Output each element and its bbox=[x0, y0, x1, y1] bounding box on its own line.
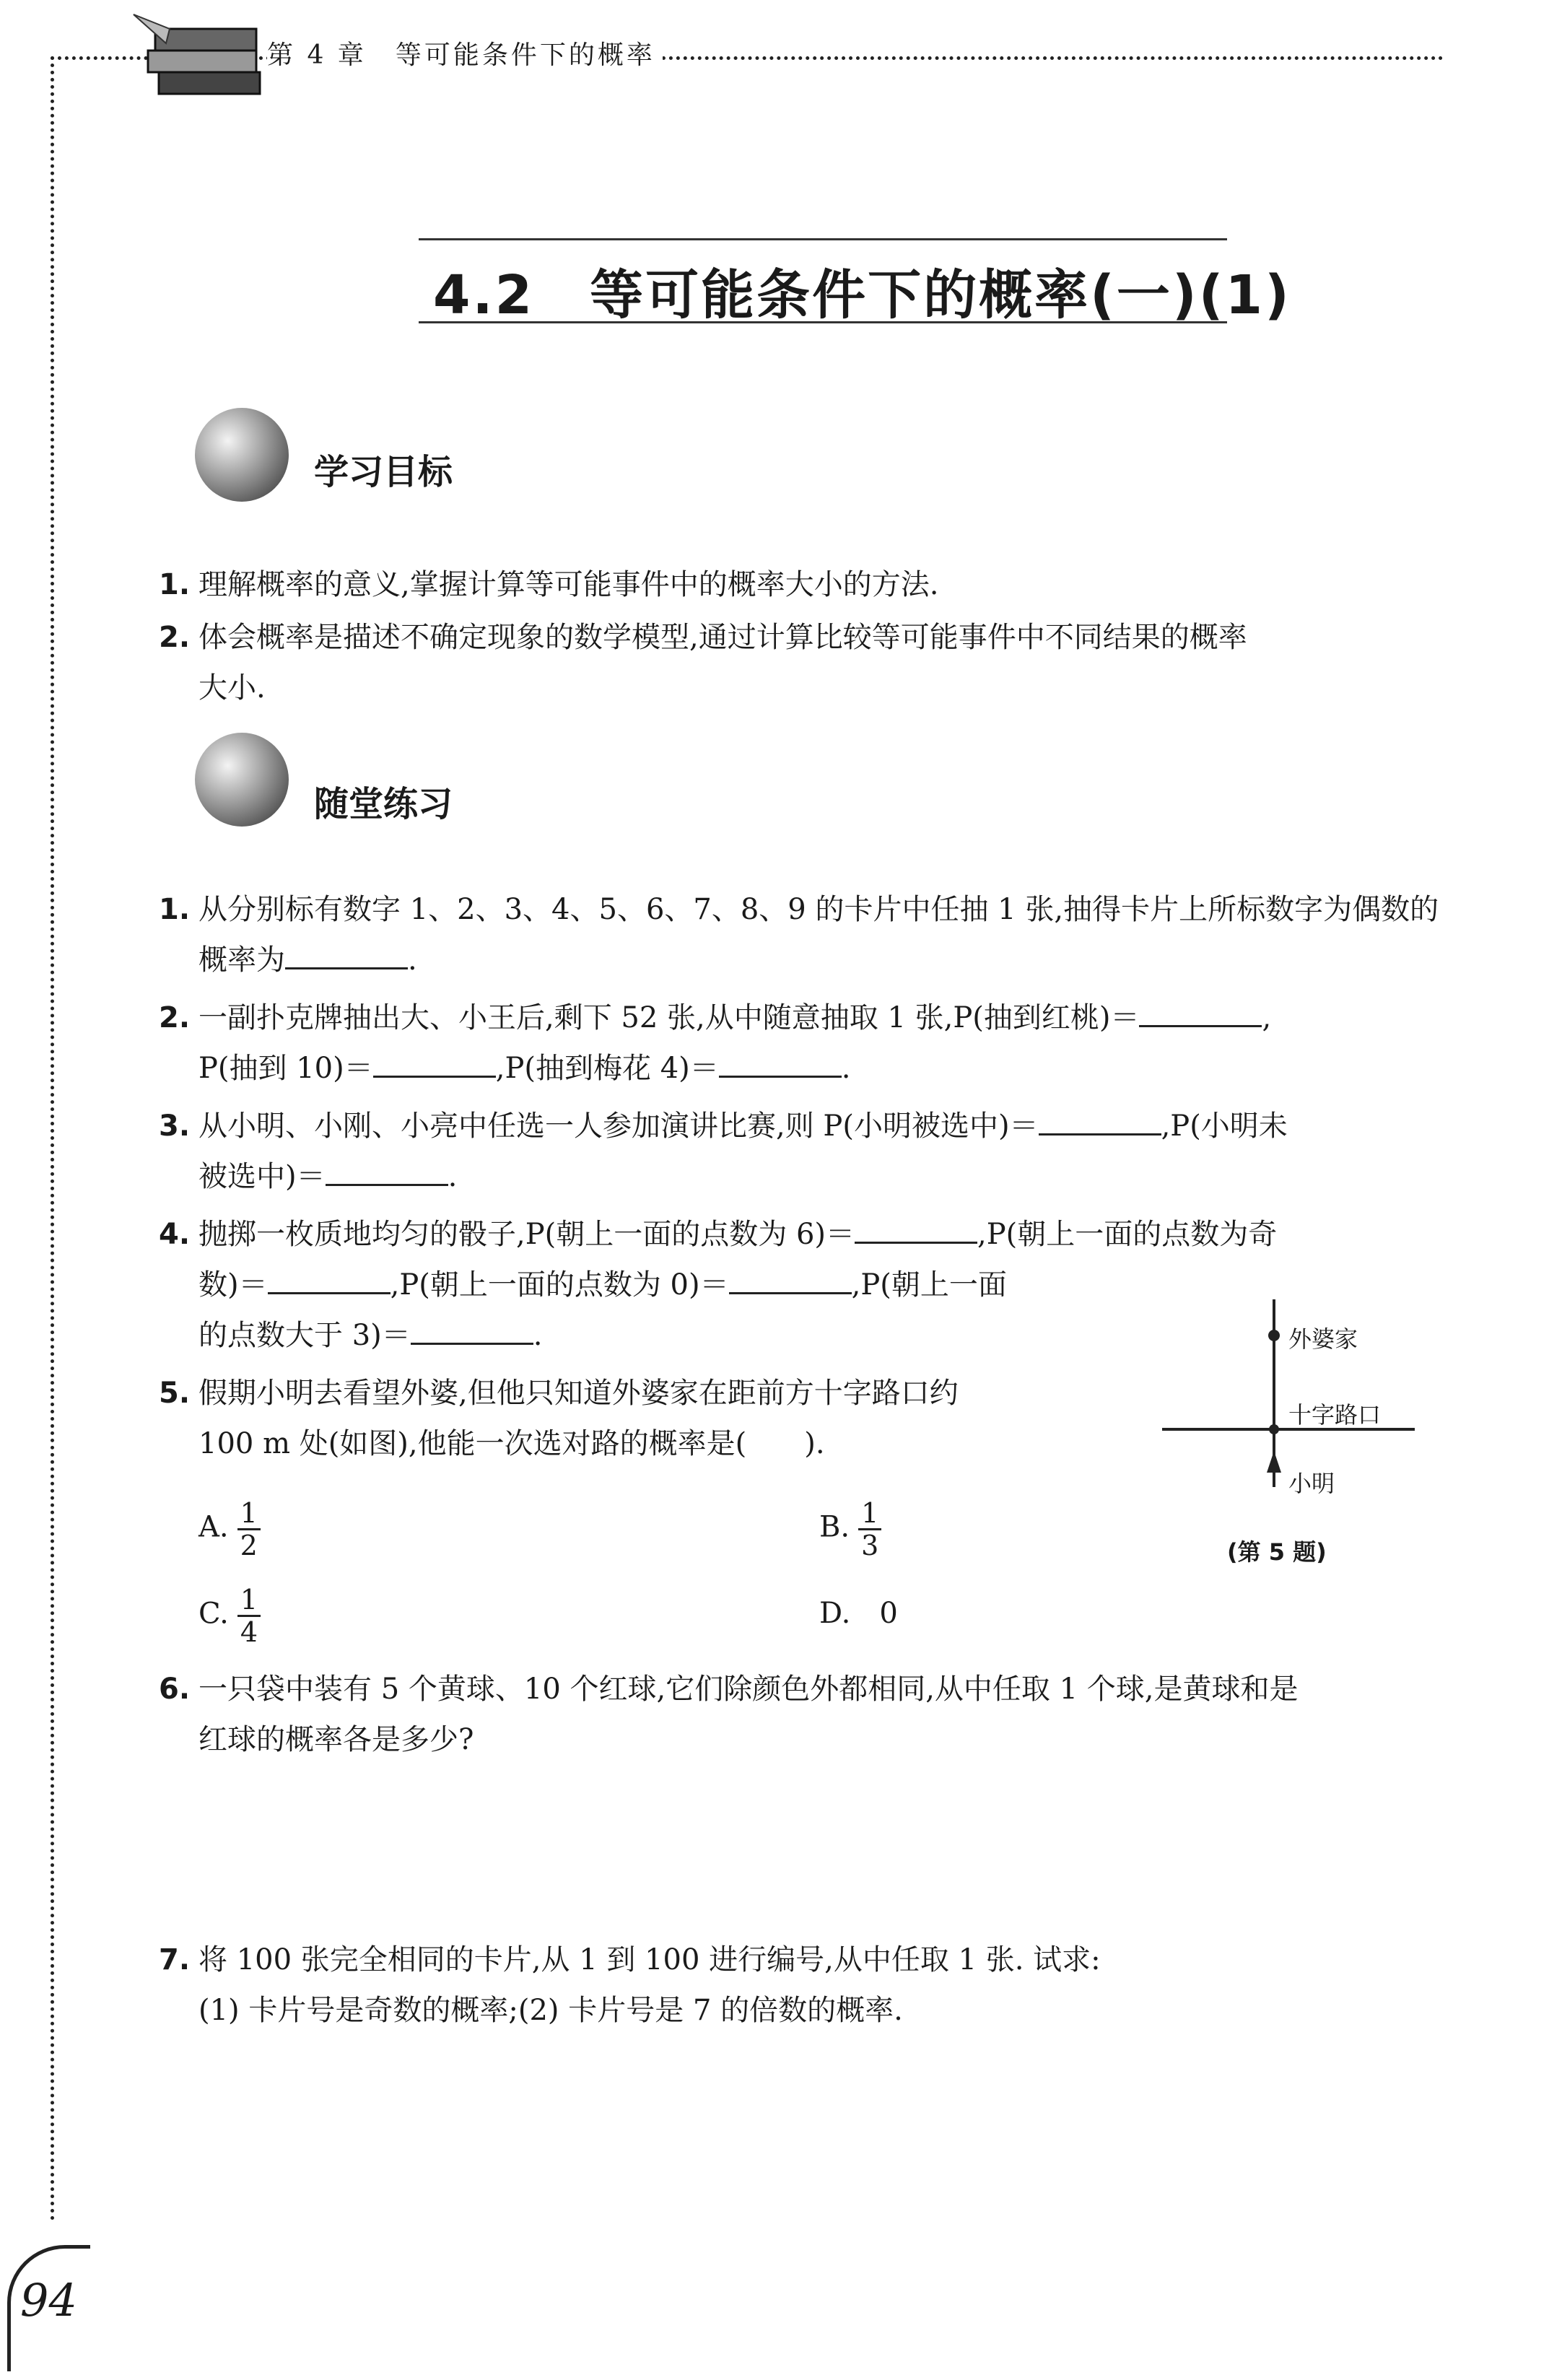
answer-blank[interactable] bbox=[719, 1051, 842, 1078]
objective-2: 2. 体会概率是描述不确定现象的数学模型,通过计算比较等可能事件中不同结果的概率 大小. bbox=[159, 621, 1247, 705]
answer-blank[interactable] bbox=[729, 1268, 852, 1294]
option-c[interactable]: C. $\frac{1}{4}$ bbox=[198, 1585, 632, 1647]
margin-rule bbox=[51, 56, 54, 2222]
option-d[interactable]: D. 0 bbox=[819, 1597, 898, 1630]
figure-caption: (第 5 题) bbox=[1227, 1538, 1327, 1566]
option-a[interactable]: A. $\frac{1}{2}$ bbox=[198, 1498, 632, 1561]
question-3: 3. 从小明、小刚、小亮中任选一人参加演讲比赛,则 P(小明被选中)＝ ,P(小明未 被选中)＝ . bbox=[159, 1110, 1288, 1193]
question-2: 2. 一副扑克牌抽出大、小王后,剩下 52 张,从中随意抽取 1 张,P(抽到红桃)＝ , P(抽到 10)＝ ,P(抽到梅花 4)＝ . bbox=[159, 1001, 1272, 1085]
figure-label-xiaoming: 小明 bbox=[1288, 1470, 1335, 1497]
books-icon bbox=[126, 0, 271, 108]
answer-blank[interactable] bbox=[268, 1268, 390, 1294]
globe-icon bbox=[195, 408, 289, 502]
answer-blank[interactable] bbox=[285, 943, 408, 969]
title-rule-bottom bbox=[419, 321, 1227, 323]
figure-label-grandma-home: 外婆家 bbox=[1288, 1325, 1358, 1353]
question-5: 5. 假期小明去看望外婆,但他只知道外婆家在距前方十字路口约 100 m 处(如图),他能一次选对路的概率是( ). bbox=[159, 1377, 959, 1460]
figure-label-crossroad: 十字路口 bbox=[1288, 1401, 1382, 1429]
page-title: 4.2 等可能条件下的概率(一)(1) bbox=[433, 264, 1291, 326]
question-1: 1. 从分别标有数字 1、2、3、4、5、6、7、8、9 的卡片中任抽 1 张,抽得卡片上所标数字为偶数的 概率为 . bbox=[159, 893, 1439, 977]
question-4: 4. 抛掷一枚质地均匀的骰子,P(朝上一面的点数为 6)＝ ,P(朝上一面的点数为奇 数)＝ ,P(朝上一面的点数为 0)＝ ,P(朝上一面 的点数大于 3)＝ . bbox=[159, 1218, 1278, 1352]
section-title-practice: 随堂练习 bbox=[314, 784, 453, 824]
chapter-number: 第 4 章 bbox=[267, 40, 367, 70]
answer-blank[interactable] bbox=[326, 1159, 448, 1186]
chapter-title: 等可能条件下的概率 bbox=[395, 40, 655, 70]
answer-blank[interactable] bbox=[855, 1217, 977, 1244]
option-b[interactable]: B. $\frac{1}{3}$ bbox=[819, 1498, 1180, 1561]
fraction: $\frac{1}{2}$ bbox=[237, 1498, 261, 1561]
fraction: $\frac{1}{3}$ bbox=[858, 1498, 881, 1561]
answer-blank[interactable] bbox=[1139, 1001, 1262, 1027]
answer-blank[interactable] bbox=[411, 1318, 533, 1345]
objective-1: 1. 理解概率的意义,掌握计算等可能事件中的概率大小的方法. bbox=[159, 568, 939, 601]
section-title-objectives: 学习目标 bbox=[314, 452, 453, 492]
question-7: 7. 将 100 张完全相同的卡片,从 1 到 100 进行编号,从中任取 1 张. 试求: (1) 卡片号是奇数的概率;(2) 卡片号是 7 的倍数的概率. bbox=[159, 1943, 1101, 2027]
running-header bbox=[267, 35, 663, 71]
fraction: $\frac{1}{4}$ bbox=[237, 1585, 261, 1647]
globe-icon bbox=[195, 733, 289, 827]
answer-blank[interactable] bbox=[373, 1051, 496, 1078]
title-rule-top bbox=[419, 238, 1227, 240]
answer-blank[interactable] bbox=[1039, 1109, 1161, 1135]
page-number: 94 bbox=[20, 2274, 77, 2327]
question-6: 6. 一只袋中装有 5 个黄球、10 个红球,它们除颜色外都相同,从中任取 1 个球,是黄球和是 红球的概率各是多少? bbox=[159, 1673, 1299, 1756]
